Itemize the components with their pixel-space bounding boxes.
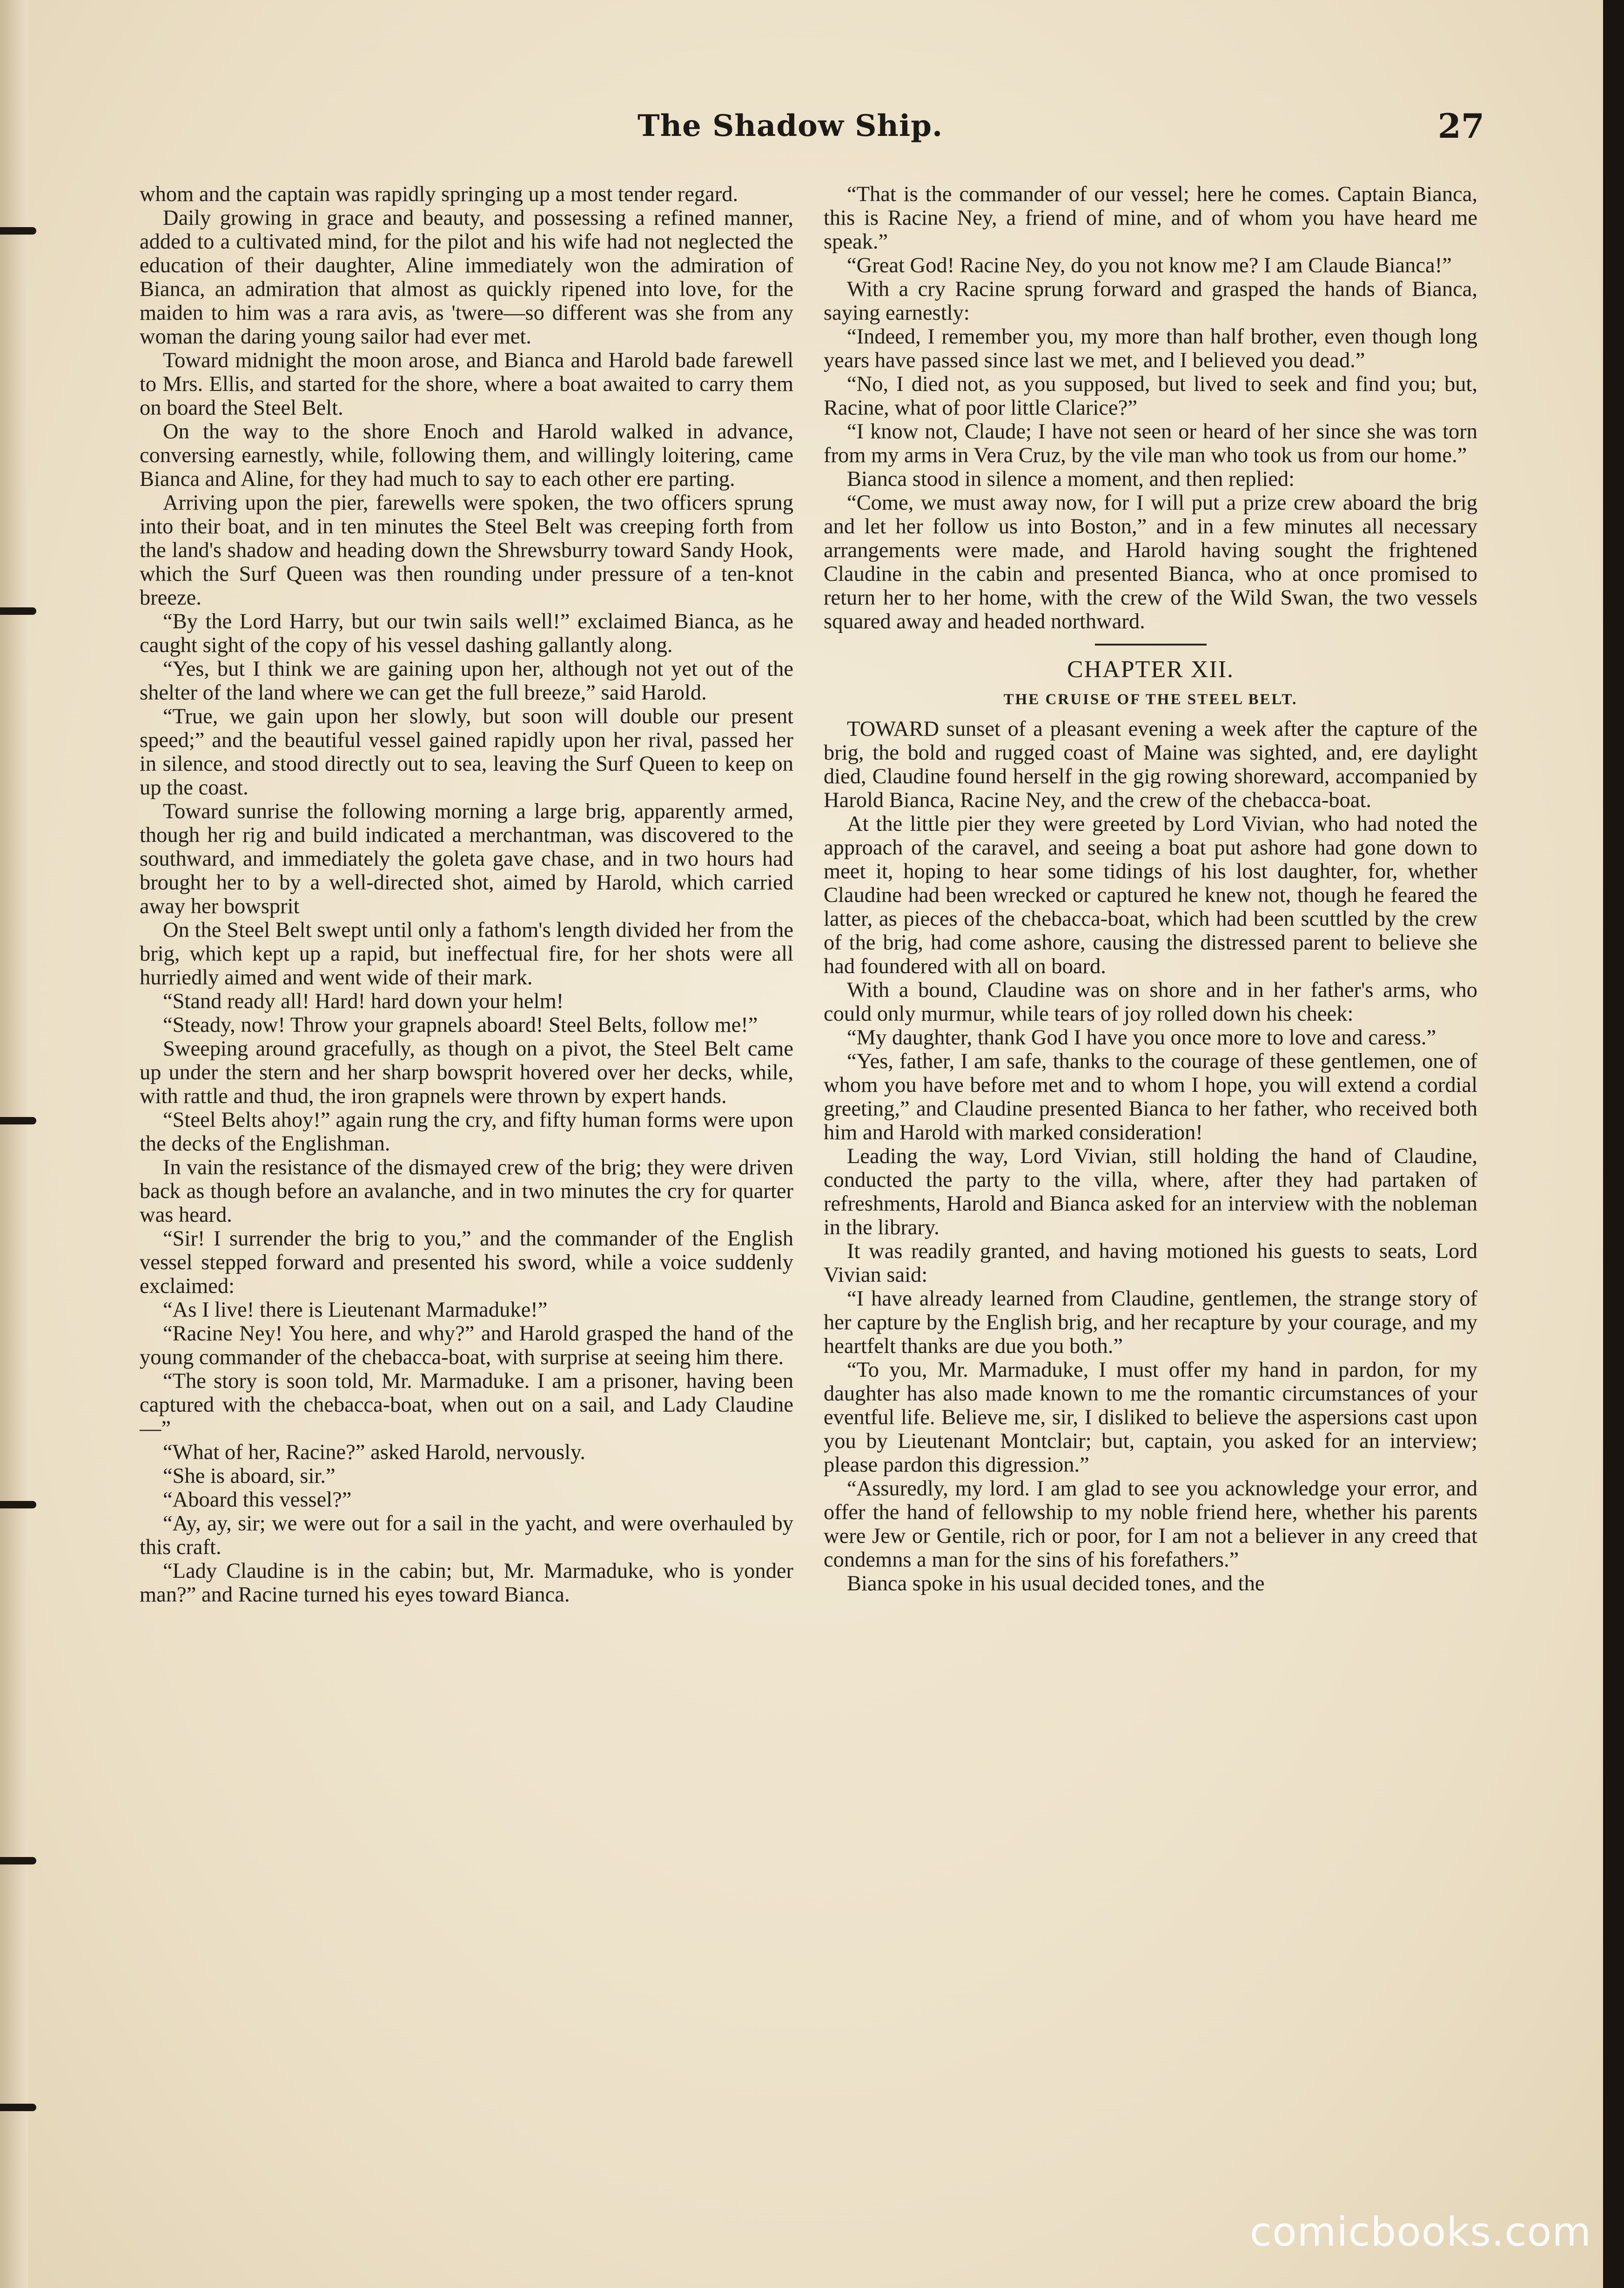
right-column-top-text — [824, 182, 1477, 633]
paragraph: “Aboard this vessel?” — [163, 1488, 352, 1512]
paragraph: In vain the resistance of the dismayed crew of the brig; they were driven back as though before an avalanche, and in two minutes the cry for quarter was heard. — [140, 1156, 793, 1227]
binding-stitch — [0, 1117, 36, 1124]
paragraph: “Lady Claudine is in the cabin; but, Mr. Marmaduke, who is yonder man?” and Racine turned his eyes toward Bianca. — [140, 1559, 793, 1607]
paragraph: “By the Lord Harry, but our twin sails well!” exclaimed Bianca, as he caught sight of the copy of his vessel dashing gallantly along. — [140, 610, 793, 657]
paragraph: “She is aboard, sir.” — [163, 1464, 336, 1488]
paragraph: “True, we gain upon her slowly, but soon will double our present speed;” and the beautiful vessel gained rapidly upon her rival, passed her in silence, and stood directly out to sea, leaving the Surf Queen to keep on up the coast. — [140, 705, 793, 800]
right-column — [824, 182, 1477, 2174]
running-title: The Shadow Ship. — [638, 108, 943, 143]
binding-stitch — [0, 2104, 36, 2111]
paragraph: “Indeed, I remember you, my more than half brother, even though long years have passed since last we met, and I believed you dead.” — [824, 325, 1477, 372]
paragraph: “To you, Mr. Marmaduke, I must offer my hand in pardon, for my daughter has also made known to me the romantic circumstances of your eventful life. Believe me, sir, I disliked to believe the aspersions cast upon you by Lieutenant Montclair; but, captain, you asked for an interview; please pardon this digression.” — [824, 1358, 1477, 1477]
paragraph: “That is the commander of our vessel; here he comes. Captain Bianca, this is Racine Ney, a friend of mine, and of whom you have heard me speak.” — [824, 182, 1477, 254]
paragraph: With a cry Racine sprung forward and grasped the hands of Bianca, saying earnestly: — [824, 277, 1477, 325]
paragraph: “Racine Ney! You here, and why?” and Harold grasped the hand of the young commander of the chebacca-boat, with surprise at seeing him there. — [140, 1322, 793, 1369]
paragraph: On the Steel Belt swept until only a fathom's length divided her from the brig, which kept up a rapid, but ineffectual fire, for her shots were all hurriedly aimed and went wide of their mark. — [140, 918, 793, 989]
paragraph: “What of her, Racine?” asked Harold, nervously. — [163, 1440, 585, 1464]
paragraph: “I have already learned from Claudine, gentlemen, the strange story of her capture by the English brig, and her recapture by your courage, and my heartfelt thanks are due you both.” — [824, 1287, 1477, 1358]
paragraph: Sweeping around gracefully, as though on a pivot, the Steel Belt came up under the stern and her sharp bowsprit hovered over her decks, while, with rattle and thud, the iron grapnels were thrown by expert hands. — [140, 1037, 793, 1108]
paragraph: Arriving upon the pier, farewells were spoken, the two officers sprung into their boat, and in ten minutes the Steel Belt was creeping forth from the land's shadow and heading down the Shrewsburry toward Sandy Hook, which the Surf Queen was then rounding under pressure of a ten-knot breeze. — [140, 491, 793, 610]
paragraph: Bianca stood in silence a moment, and then replied: — [847, 467, 1295, 491]
paragraph: Toward midnight the moon arose, and Bianca and Harold bade farewell to Mrs. Ellis, and started for the shore, where a boat awaited to carry them on board the Steel Belt. — [140, 349, 793, 420]
page-number: 27 — [1437, 106, 1484, 146]
paragraph: “Great God! Racine Ney, do you not know me? I am Claude Bianca!” — [847, 254, 1452, 277]
binding-stitch — [0, 607, 36, 615]
paragraph: TOWARD sunset of a pleasant evening a week after the capture of the brig, the bold and rugged coast of Maine was sighted, and, ere daylight died, Claudine found herself in the gig rowing shoreward, accompanied by Harold Bianca, Racine Ney, and the crew of the chebacca-boat. — [824, 717, 1477, 812]
paragraph: “Yes, father, I am safe, thanks to the courage of these gentlemen, one of whom you have before met and to whom I hope, you will extend a cordial greeting,” and Claudine presented Bianca to her father, who received both him and Harold with marked consideration! — [824, 1050, 1477, 1144]
binding-stitch — [0, 1857, 36, 1864]
left-column-text — [140, 182, 793, 1607]
paragraph: With a bound, Claudine was on shore and in her father's arms, who could only murmur, while tears of joy rolled down his cheek: — [824, 978, 1477, 1026]
watermark: comicbooks.com — [1249, 2209, 1591, 2255]
paragraph: “Assuredly, my lord. I am glad to see you acknowledge your error, and offer the hand of fellowship to my noble friend here, whether his parents were Jew or Gentile, rich or poor, for I am not a believer in any creed that condemns a man for the sins of his forefathers.” — [824, 1477, 1477, 1572]
chapter-heading: CHAPTER XII. — [1067, 656, 1235, 683]
paragraph: “Steady, now! Throw your grapnels aboard! Steel Belts, follow me!” — [163, 1013, 758, 1037]
paragraph: “Ay, ay, sir; we were out for a sail in the yacht, and were overhauled by this craft. — [140, 1512, 793, 1559]
paragraph: “Steel Belts ahoy!” again rung the cry, and fifty human forms were upon the decks of the Englishman. — [140, 1108, 793, 1156]
right-column-bottom-text — [824, 717, 1477, 1595]
paragraph: It was readily granted, and having motioned his guests to seats, Lord Vivian said: — [824, 1239, 1477, 1287]
binding-stitch — [0, 1501, 36, 1508]
paragraph: Daily growing in grace and beauty, and possessing a refined manner, added to a cultivated mind, for the pilot and his wife had not neglected the education of their daughter, Aline immediately won the admiration of Bianca, an admiration that almost as quickly ripened into love, for the maiden to him was a rara avis, as 'twere—so different was she from any woman the daring young sailor had ever met. — [140, 206, 793, 349]
paragraph: “Yes, but I think we are gaining upon her, although not yet out of the shelter of the land where we can get the full breeze,” said Harold. — [140, 657, 793, 705]
paragraph: Leading the way, Lord Vivian, still holding the hand of Claudine, conducted the party to the villa, where, after they had partaken of refreshments, Harold and Bianca asked for an interview with the nobleman in the library. — [824, 1144, 1477, 1239]
binding-stitch — [0, 227, 36, 235]
paragraph: At the little pier they were greeted by Lord Vivian, who had noted the approach of the caravel, and seeing a boat put ashore had gone down to meet it, hoping to hear some tidings of his lost daughter, for, whether Claudine had been wrecked or captured he knew not, though he feared the latter, as pieces of the chebacca-boat, which had been scuttled by the crew of the brig, had come ashore, causing the distressed parent to believe she had foundered with all on board. — [824, 812, 1477, 978]
paragraph: whom and the captain was rapidly springing up a most tender regard. — [140, 182, 738, 206]
page-binding — [0, 0, 28, 2288]
chapter-subheading: THE CRUISE OF THE STEEL BELT. — [1003, 691, 1298, 708]
paragraph: “No, I died not, as you supposed, but lived to seek and find you; but, Racine, what of poor little Clarice?” — [824, 372, 1477, 420]
paragraph: “My daughter, thank God I have you once more to love and caress.” — [847, 1026, 1436, 1050]
paragraph: “Come, we must away now, for I will put a prize crew aboard the brig and let her follow us into Boston,” and in a few minutes all necessary arrangements were made, and Harold having sought the frightened Claudine in the cabin and presented Bianca, who at once promised to return her to her home, with the crew of the Wild Swan, the two vessels squared away and headed northward. — [824, 491, 1477, 633]
paragraph: Bianca spoke in his usual decided tones, and the — [847, 1572, 1265, 1595]
paragraph: On the way to the shore Enoch and Harold walked in advance, conversing earnestly, while, following them, and willingly loitering, came Bianca and Aline, for they had much to say to each other ere parting. — [140, 420, 793, 491]
section-divider — [1095, 644, 1207, 646]
paragraph: “Stand ready all! Hard! hard down your helm! — [163, 989, 564, 1013]
paragraph: “I know not, Claude; I have not seen or heard of her since she was torn from my arms in Vera Cruz, by the vile man who took us from our home.” — [824, 420, 1477, 467]
paragraph: Toward sunrise the following morning a large brig, apparently armed, though her rig and build indicated a merchantman, was discovered to the southward, and immediately the goleta gave chase, and in two hours had brought her to by a well-directed shot, aimed by Harold, which carried away her bowsprit — [140, 800, 793, 918]
left-column — [140, 182, 793, 2174]
page-header — [135, 100, 1484, 151]
paragraph: “The story is soon told, Mr. Marmaduke. I am a prisoner, having been captured with the chebacca-boat, when out on a sail, and Lady Claudine—” — [140, 1369, 793, 1440]
paragraph: “As I live! there is Lieutenant Marmaduke!” — [163, 1298, 548, 1322]
paragraph: “Sir! I surrender the brig to you,” and the commander of the English vessel stepped forward and presented his sword, while a voice suddenly exclaimed: — [140, 1227, 793, 1298]
